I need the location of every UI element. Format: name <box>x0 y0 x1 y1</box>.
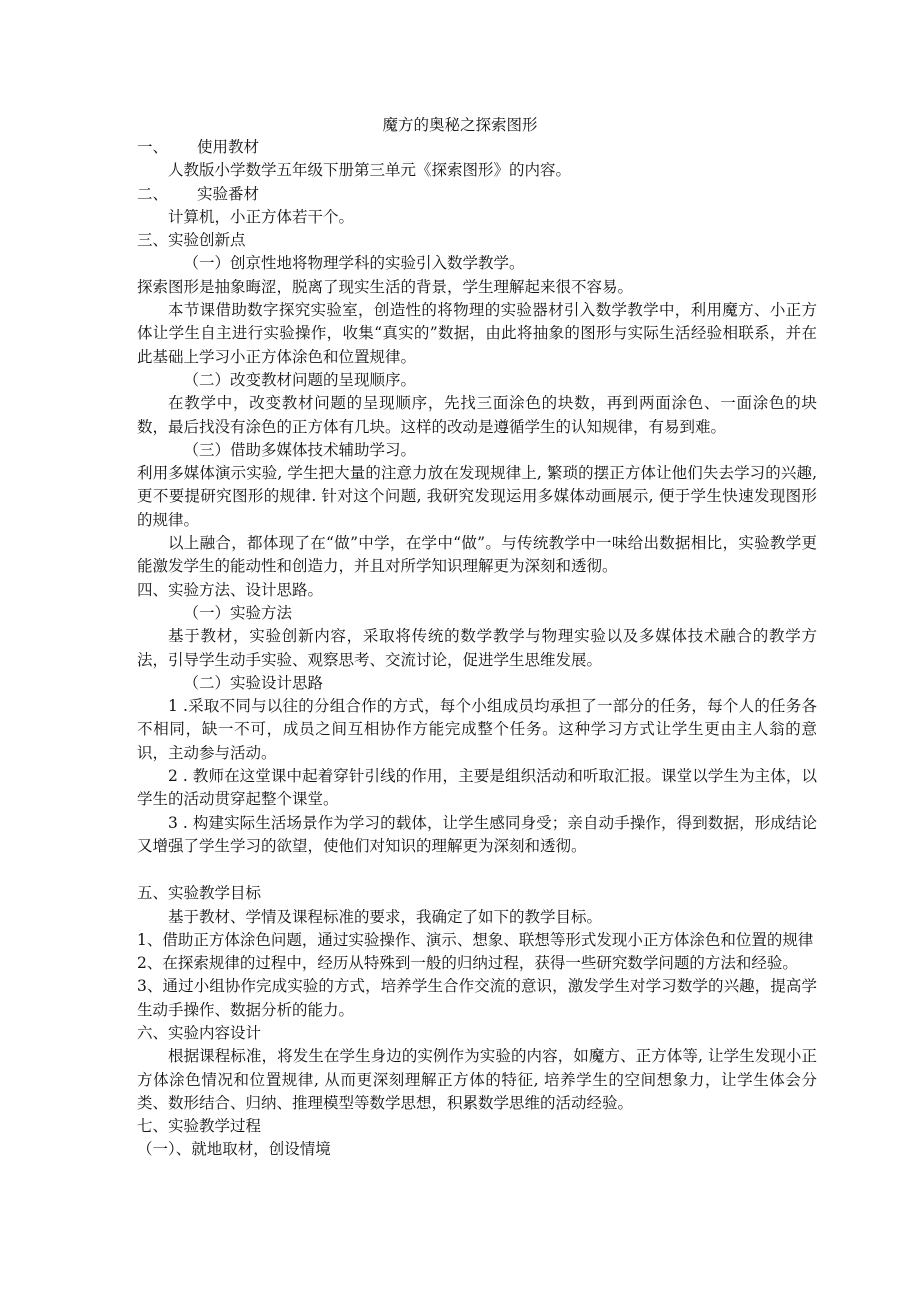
document-body <box>137 136 817 1162</box>
section-number: 二、 <box>137 184 169 203</box>
section-heading-5: 五、实验教学目标 <box>137 884 262 903</box>
section-heading-2 <box>137 183 817 206</box>
list-item: 1 .采取不同与以往的分组合作的方式，每个小组成员均承担了一部分的任务，每个人的任务各不相同，缺一不可，成员之间互相协作方能完成整个任务。这种学习方式让学生更由主人翁的意识，主动参与活动。 <box>137 697 817 762</box>
section-title: 实验番材 <box>197 184 260 203</box>
paragraph: 探索图形是抽象晦涩，脱离了现实生活的背景，学生理解起来很不容易。 <box>137 277 634 296</box>
paragraph: 根据课程标准，将发生在学生身边的实例作为实验的内容，如魔方、正方体等, 让学生发现小正方体涂色情况和位置规律, 从而更深刻理解正方体的特征, 培养学生的空间想象力，让学生体会分类、数形结合、归纳、推理模型等数学思想，积累数学思维的活动经验。 <box>137 1047 817 1112</box>
goal-item: 3、通过小组协作完成实验的方式，培养学生合作交流的意识，激发学生对学习数学的兴趣，提高学生动手操作、数据分析的能力。 <box>137 977 817 1019</box>
subheading: （一）、就地取材，创设情境 <box>137 1140 331 1159</box>
paragraph: 基于教材，实验创新内容，采取将传统的数学教学与物理实验以及多媒体技术融合的教学方法，引导学生动手实验、观察思考、交流讨论，促进学生思维发展。 <box>137 627 817 669</box>
subheading: （一）实验方法 <box>183 603 293 622</box>
paragraph: 本节课借助数字探究实验室，创造性的将物理的实验器材引入数学教学中，利用魔方、小正方体让学生自主进行实验操作，收集“真实的”数据，由此将抽象的图形与实际生活经验相联系，并在此基础上学习小正方体涂色和位置规律。 <box>137 301 817 366</box>
section-heading-4: 四、实验方法、设计思路。 <box>137 580 324 599</box>
subheading: （二）实验设计思路 <box>183 673 324 692</box>
subheading: （三）借助多媒体技术辅助学习。 <box>183 440 417 459</box>
section-heading-3: 三、实验创新点 <box>137 231 246 250</box>
subheading: （一）创京性地将物理学科的实验引入数学教学。 <box>183 254 525 273</box>
section-heading-1 <box>137 136 817 159</box>
paragraph: 计算机，小正方体若干个。 <box>168 207 355 226</box>
subheading: （二）改变教材问题的呈现顺序。 <box>183 370 417 389</box>
paragraph: 以上融合，都体现了在“做”中学，在学中“做”。与传统教学中一味给出数据相比，实验教学更能激发学生的能动性和创造力，并且对所学知识理解更为深刻和透彻。 <box>137 534 817 576</box>
paragraph: 基于教材、学情及课程标准的要求，我确定了如下的教学目标。 <box>168 907 603 926</box>
paragraph: 利用多媒体演示实验, 学生把大量的注意力放在发现规律上, 繁琐的摆正方体让他们失去学习的兴趣, 更不要提研究图形的规律. 针对这个问题, 我研究发现运用多媒体动画展示, 便于学生快速发现图形的规律。 <box>137 464 817 529</box>
section-heading-6: 六、实验内容设计 <box>137 1023 262 1042</box>
list-item: 2 . 教师在这堂课中起着穿针引线的作用，主要是组织活动和听取汇报。课堂以学生为主体，以学生的活动贯穿起整个课堂。 <box>137 767 817 809</box>
section-number: 一、 <box>137 138 169 156</box>
section-heading-7: 七、实验教学过程 <box>137 1117 262 1136</box>
document-title: 魔方的奥秘之探索图形 <box>382 116 538 134</box>
spacer <box>137 858 817 882</box>
list-item: 3 . 构建实际生活场景作为学习的载体，让学生感同身受；亲自动手操作，得到数据，形成结论又增强了学生学习的欲望，使他们对知识的理解更为深刻和透彻。 <box>137 813 817 855</box>
paragraph: 在教学中，改变教材问题的呈现顺序，先找三面涂色的块数，再到两面涂色、一面涂色的块数，最后找没有涂色的正方体有几块。这样的改动是遵循学生的认知规律，有易到难。 <box>137 394 817 436</box>
section-title: 使用教材 <box>197 138 260 156</box>
goal-item: 2、在探索规律的过程中，经历从特殊到一般的归纳过程，获得一些研究数学问题的方法和经验。 <box>137 954 798 973</box>
goal-item: 1、借助正方体涂色问题，通过实验操作、演示、想象、联想等形式发现小正方体涂色和位置的规律 <box>137 930 814 949</box>
paragraph: 人教版小学数学五年级下册第三单元《探索图形》的内容。 <box>168 161 572 180</box>
